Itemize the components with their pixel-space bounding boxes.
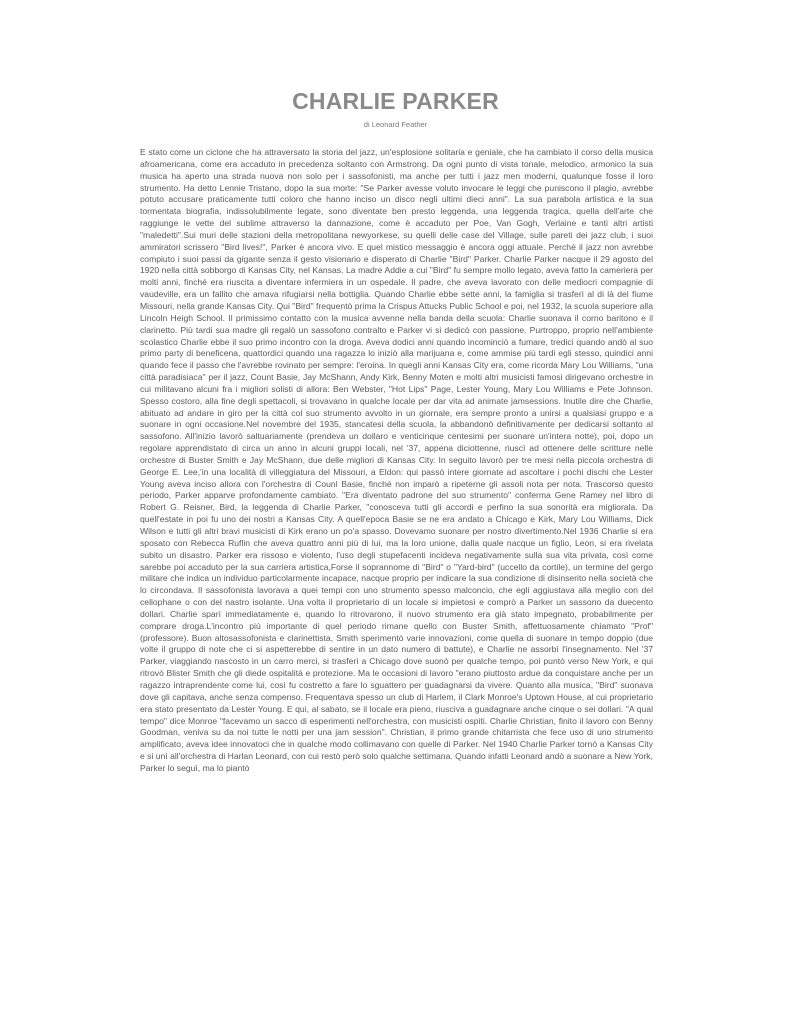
page-title: CHARLIE PARKER xyxy=(292,88,499,114)
article-body: E stato come un ciclone che ha attraversato la storia del jazz, un'esplosione solitaria e geniale, che ha cambiato il corso della musica afroamericana, come era accaduto in precedenza soltanto con Armstrong. Da ogni punto di vista tonale, melodico, armonico la sua musica ha aperto una strada nuova non solo per i sassofonisti, ma anche per tutti i jazz men moderni, qualunque fosse il loro strumento. Ha detto Lennie Tristano, dopo la sua morte: "Se Parker avesse voluto invocare le leggi che puniscono il plagio, avrebbe potuto accusare praticamente tutti coloro che hanno inciso un disco negli ultimi dieci anni". La sua parabola artistica e la sua tormentata biografia, indissolubilmente legate, sono diventate ben presto leggenda, una leggenda tragica, quella dell'arte che raggiunge le vette del sublime attraverso la dannazione, come è accaduto per Poe, Van Gogh, Verlaine e tanti altri artisti "maledetti".Sui muri delle stazioni della metropolitana newyorkese, su quelli delle case del Village, sulle pareti dei jazz club, i suoi ammiratori scrissero "Bird lives!", Parker è ancora vivo. E quel mistico messaggio è ancora oggi attuale. Perché il jazz non avrebbe compiuto i suoi passi da gigante senza il gesto visionario e disperato di Charlie "Bird" Parker. Charlie Parker nacque il 29 agosto del 1920 nella città sobborgo di Kansas City, nel Kansas. La madre Addie a cui "Bird" fu sempre mollo legato, aveva fatto la cameriera per molti anni, finché era riuscita a diventare infermiera in un ospedale. Il padre, che aveva lavorato con delle mediocri compagnie di vaudeville, era un fallito che amava rifugiarsi nella bottiglia. Quando Charlie ebbe sette anni, la famiglia si trasferì al di là del fiume Missouri, nella grande Kansas City. Qui "Bird" frequentò prima la Crispus Attucks Public School e poi, nel 1932, la scuola superiore alla Lincoln Heigh School. Il primissimo contatto con la musica avvenne nella banda della scuola: Charlie suonava il corno baritono e il clarinetto. Più tardi sua madre gli regalò un sassofono contralto e Parker vi si dedicò con passione. Purtroppo, proprio nell'ambiente scolastico Charlie ebbe il suo primo incontro con la droga. Aveva dodici anni quando incominciò a fumare, tredici quando andò al suo primo party di beneficena, quattordici quando una ragazza lo iniziò alla marijuana e, come ammise più tardi egli stesso, quindici anni quando fece il passo che l'avrebbe rovinato per sempre: l'eroina. In quegli anni Kansas City era, come ricorda Mary Lou Williams, "una città paradisiaca" per il jazz, Count Basie, Jay McShann, Andy Kirk, Benny Moten e molti altri musicisti famosi dirigevano orchestre in cui militavano alcuni fra i migliori solisti di allora: Ben Webster, "Hot Lips" Page, Lester Young, Mary Lou Williams e Pete Johnson. Spesso costoro, alla fine degli spettacoli, si trovavano in qualche locale per dar vita ad animate jamsessions. Inutile dire che Charlie, abituato ad andare in giro per la città col suo strumento avvolto in un giornale, era sempre pronto a unirsi a qualsiasi gruppo e a suonare in ogni occasione.Nel novembre del 1935, stancatesi della scuola, la abbandonò definitivamente per dedicarsi soltanto al sassofono. All'inizio lavorò saltuariamente (prendeva un dollaro e venticinque centesimi per suonare un'intera notte), poi, dopo un regolare apprendistato di circa un anno in alcuni gruppi locali, nel '37, appena diciottenne, riuscì ad ottenere delle scritture nelle orchestre di Buster Smith e Jay McShann, due delle migliori di Kansas City. In seguito lavorò per tre mesi nella piccola orchestra di George E. Lee,'in una località di villeggiatura del Missouri, a Eldon: qui passò intere giornate ad ascoltare i pochi dischi che Lester Young aveva inciso allora con l'orchestra di Counl Basie, finché non imparò a ripeterne gli assoli nota per nota. Trascorso questo periodo, Parker apparve profondamente cambiato. "Era diventato padrone del suo strumento" conferma Gene Ramey nel libro di Robert G. Reisner, Bird, la leggenda di Charlie Parker, "conosceva tutti gli accordi e perfino la sua sonorità era migliorala. Da quell'estate in poi fu uno dei nostri a Kansas City. A quell'epoca Basie se ne era andato a Chicago e Kirk, Mary Lou Williams, Dick Wilson e tutti gli altri bravi musicisti di Kirk erano un po'a spasso. Dovevamo suonare per nostro divertimento.Nel 1936 Charlie si era sposato con Rebecca Ruflin che aveva quattro anni più di lui, ma la loro unione, dalla quale nacque un figlio, Leon, si era rivelata subito un disastro. Parker era rissoso e violento, l'uso degli stupefacenti incideva negativamente sulla sua vita privata, così come sarebbe poi accaduto per la sua carriera artistica,Forse il soprannome di "Bird" o "Yard-bird" (uccello da cortile), un termine del gergo militare che indica un individuo particolarmente incapace, nacque proprio per indicare la sua condizione di disinserito nella società che lo circondava. Il sassofonista lavorava a quei tempi con uno strumento spesso malconcio, che egli aggiustava alla meglio con del cellophane o con del nastro isolante. Una volta il proprietario di un locale si impietosì e comprò a Parker un sassono da duecento dollari. Charlie sparì immediatamente e, quando lo ritrovarono, il nuovo strumento era già stato impegnato, probabilmente per comprare droga.L'incontro più importante di quel periodo rimane quello con Buster Smith, affettuosamente chiamato "Prof" (professore). Buon altosassofonista e clarinettista, Smith sperimentò varie innovazioni, come quella di suonare in tempo doppio (due volte il gruppo di note che ci si aspetterebbe di sentire in un dato numero di battute), e Charlie ne assorbì l'insegnamento. Nel '37 Parker, viaggiando nascosto in un carro merci, si trasferì a Chicago dove suonò per qualche tempo, poi puntò verso New York, e qui ritrovò Blister Smith che gli diede ospitalità e protezione. Ma le occasioni di lavoro "erano piuttosto ardue da conquistare anche per un ragazzo intraprendente come lui, così fu costretto a fare lo sguattero per guadagnarsi da vivere. Quanto alla musica, "Bird" suonava dove gli capitava, anche senza compenso. Frequentava spesso un club di Harlem, il Clark Monroe's Uptown House, al cui proprietario era stato presentato da Lester Young. E qui, al sabato, se il locale era pieno, riusciva a guadagnare anche cinque o sei dollari. "A qual tempo" dice Monroe "facevamo un sacco di esperimenti nell'orchestra, con musicisti ospiti. Charlie Christian, finito il lavoro con Benny Goodman, veniva su da noi tutte le notti per una jam session". Christian, il primo grande chitarrista che fece uso di uno strumento amplificato, aveva idee innovatoci che in qualche modo collimavano con quelle di Parker. Nel 1940 Charlie Parker tornò a Kansas City e si unì all'orchestra di Harlan Leonard, con cui restò però solo qualche settimana. Quando infatti Leonard andò a suonare a New York, Parker lo seguì, ma lo piantò xyxy=(140,147,653,773)
author-byline: di Leonard Feather xyxy=(363,120,428,129)
